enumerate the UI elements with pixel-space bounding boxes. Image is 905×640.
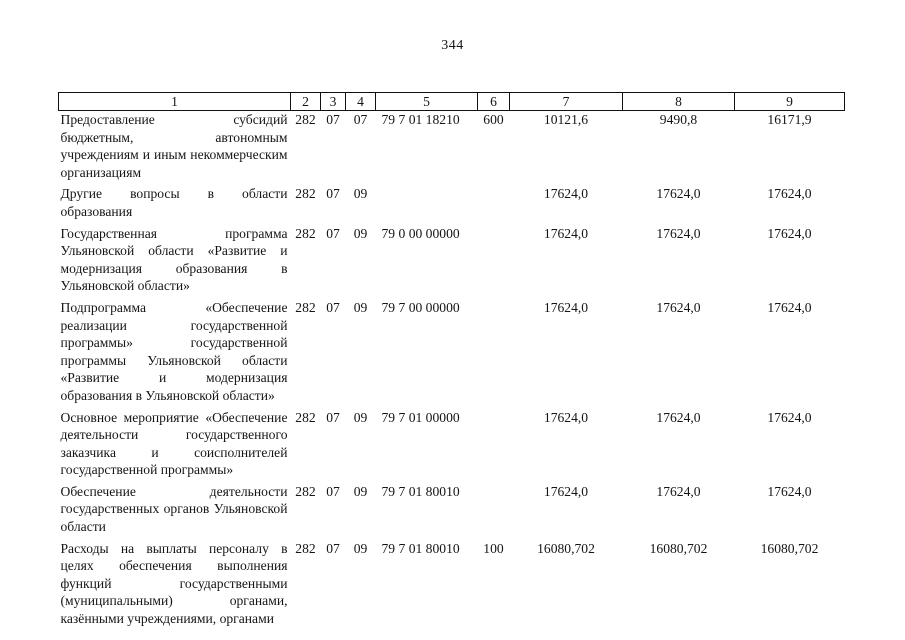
column-header-6: 6 [478, 93, 510, 111]
ministry-code: 282 [295, 186, 316, 202]
target-article-code: 79 0 00 00000 [381, 225, 460, 241]
amount-col-9: 16080,702 [760, 540, 819, 556]
table-row [59, 185, 845, 224]
column-header-1: 1 [59, 93, 291, 111]
column-header-3: 3 [321, 93, 346, 111]
expense-name: Расходы на выплаты персоналу в целях обеспечения выполнения функций государственными (муниципальными) органами, казёнными учреждениями, органами [60, 540, 288, 627]
amount-col-9: 17624,0 [767, 409, 812, 425]
expense-name: Подпрограмма «Обеспечение реализации государственной программы» государственной программы Ульяновской области «Развитие и модернизация образования в Ульяновской области» [60, 299, 288, 403]
ministry-code: 282 [295, 299, 316, 315]
amount-col-7: 17624,0 [543, 299, 589, 315]
table-row [59, 225, 845, 299]
page-number: 344 [441, 38, 464, 53]
column-header-5: 5 [376, 93, 478, 111]
ministry-code: 282 [295, 483, 316, 499]
column-header-8: 8 [623, 93, 735, 111]
ministry-code: 282 [295, 409, 316, 425]
amount-col-8: 17624,0 [656, 186, 701, 202]
table-row [59, 409, 845, 483]
amount-col-8: 9490,8 [659, 112, 698, 127]
table-row [59, 111, 845, 186]
target-article-code: 79 7 01 80010 [381, 540, 460, 556]
subsection-code: 09 [353, 299, 368, 315]
amount-col-9: 17624,0 [767, 186, 812, 202]
expense-type-code [478, 483, 510, 540]
column-number-header-row [59, 93, 845, 111]
target-article-code: 79 7 00 00000 [381, 299, 460, 315]
subsection-code: 07 [353, 112, 368, 127]
table-row [59, 299, 845, 409]
expense-type-code [478, 409, 510, 483]
expense-name: Государственная программа Ульяновской области «Развитие и модернизация образования в Ульяновской области» [60, 225, 288, 294]
target-article-code [376, 185, 478, 224]
ministry-code: 282 [295, 540, 316, 556]
expense-name: Предоставление субсидий бюджетным, автономным учреждениям и иным некоммерческим организациям [60, 112, 288, 180]
column-header-2: 2 [291, 93, 321, 111]
column-header-4: 4 [346, 93, 376, 111]
section-code: 07 [326, 483, 340, 499]
subsection-code: 09 [353, 540, 368, 556]
budget-table [58, 92, 845, 628]
amount-col-7: 17624,0 [543, 186, 589, 202]
expense-type-code [478, 299, 510, 409]
expense-type-code [478, 185, 510, 224]
section-code: 07 [326, 225, 340, 241]
ministry-code: 282 [295, 225, 316, 241]
target-article-code: 79 7 01 18210 [381, 112, 460, 127]
table-row [59, 540, 845, 628]
column-header-7: 7 [510, 93, 623, 111]
amount-col-8: 16080,702 [649, 540, 708, 556]
subsection-code: 09 [353, 409, 368, 425]
target-article-code: 79 7 01 00000 [381, 409, 460, 425]
section-code: 07 [326, 112, 340, 127]
section-code: 07 [326, 186, 340, 202]
amount-col-9: 17624,0 [767, 299, 812, 315]
amount-col-8: 17624,0 [656, 483, 701, 499]
amount-col-7: 16080,702 [537, 540, 595, 556]
table-row [59, 483, 845, 540]
amount-col-8: 17624,0 [656, 409, 701, 425]
expense-name: Основное мероприятие «Обеспечение деятельности государственного заказчика и соисполнителей государственной программы» [60, 409, 288, 478]
section-code: 07 [326, 299, 340, 315]
expense-name: Другие вопросы в области образования [60, 186, 288, 219]
amount-col-9: 16171,9 [767, 112, 812, 127]
column-header-9: 9 [735, 93, 845, 111]
expense-type-code: 600 [483, 112, 504, 127]
section-code: 07 [326, 540, 340, 556]
amount-col-7: 17624,0 [543, 483, 589, 499]
expense-name: Обеспечение деятельности государственных органов Ульяновской области [60, 483, 288, 535]
expense-type-code [478, 225, 510, 299]
amount-col-7: 17624,0 [543, 409, 589, 425]
amount-col-9: 17624,0 [767, 483, 812, 499]
expense-type-code: 100 [483, 540, 504, 556]
target-article-code: 79 7 01 80010 [381, 483, 460, 499]
subsection-code: 09 [353, 225, 368, 241]
subsection-code: 09 [353, 186, 368, 202]
subsection-code: 09 [353, 483, 368, 499]
amount-col-8: 17624,0 [656, 299, 701, 315]
ministry-code: 282 [295, 112, 316, 127]
amount-col-7: 17624,0 [543, 225, 589, 241]
amount-col-9: 17624,0 [767, 225, 812, 241]
amount-col-8: 17624,0 [656, 225, 701, 241]
amount-col-7: 10121,6 [543, 112, 589, 127]
section-code: 07 [326, 409, 340, 425]
